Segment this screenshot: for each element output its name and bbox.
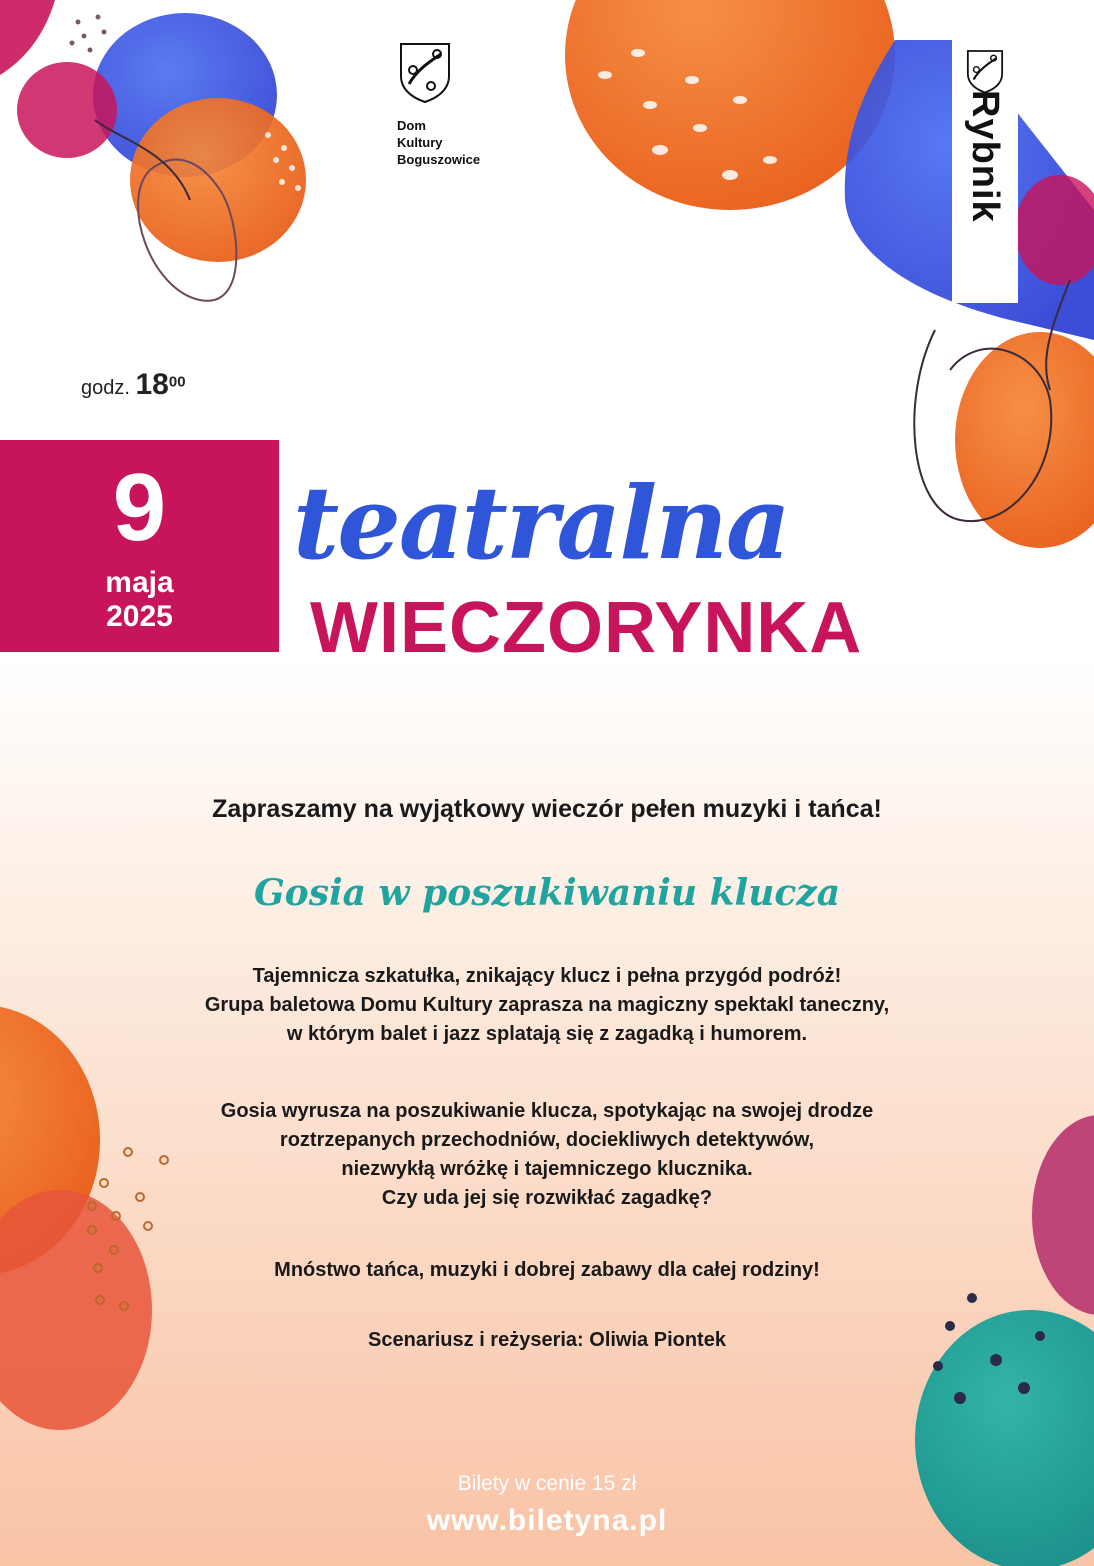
description-line: niezwykłą wróżkę i tajemniczego klucznika.	[341, 1158, 753, 1180]
title-main: WIECZORYNKA	[310, 588, 863, 668]
date-day: 9	[112, 454, 167, 561]
organizer-logo	[397, 40, 537, 168]
city-name: Rybnik	[964, 90, 1006, 223]
description-paragraph-1	[0, 962, 1094, 1049]
date-box	[0, 440, 279, 652]
intro-text: Zapraszamy na wyjątkowy wieczór pełen muzyki i tańca!	[212, 795, 882, 823]
credits	[0, 1326, 1094, 1355]
description-line: Czy uda jej się rozwikłać zagadkę?	[381, 1187, 713, 1209]
description-line: Gosia wyrusza na poszukiwanie klucza, spotykając na swojej drodze	[220, 1100, 874, 1122]
time-prefix: godz.	[81, 377, 130, 399]
description-line: Grupa baletowa Domu Kultury zaprasza na magiczny spektakl taneczny,	[204, 994, 890, 1016]
logo-line-2: Kultury	[397, 135, 443, 150]
description-line: Mnóstwo tańca, muzyki i dobrej zabawy dla całej rodziny!	[274, 1259, 820, 1281]
description-paragraph-3	[0, 1256, 1094, 1285]
title-script: teatralna	[293, 464, 789, 582]
event-time	[81, 368, 186, 402]
description-line: Tajemnicza szkatułka, znikający klucz i pełna przygód podróż!	[252, 965, 842, 987]
logo-line-1: Dom	[397, 118, 426, 133]
ticket-price: Bilety w cenie 15 zł	[457, 1472, 637, 1495]
description-paragraph-2	[0, 1097, 1094, 1213]
show-title: Gosia w poszukiwaniu klucza	[253, 872, 841, 914]
coat-of-arms-icon	[397, 40, 453, 104]
credits-line: Scenariusz i reżyseria: Oliwia Piontek	[368, 1329, 726, 1351]
description-line: roztrzepanych przechodniów, dociekliwych detektywów,	[279, 1129, 815, 1151]
time-minutes: 00	[168, 373, 186, 391]
website-link[interactable]: www.biletyna.pl	[426, 1504, 668, 1537]
date-month: maja	[105, 566, 174, 599]
city-crest-icon	[965, 48, 1005, 94]
time-hour: 18	[135, 368, 169, 401]
logo-line-3: Boguszowice	[397, 152, 481, 167]
description-line: w którym balet i jazz splatają się z zagadką i humorem.	[286, 1023, 808, 1045]
date-year: 2025	[106, 600, 173, 633]
